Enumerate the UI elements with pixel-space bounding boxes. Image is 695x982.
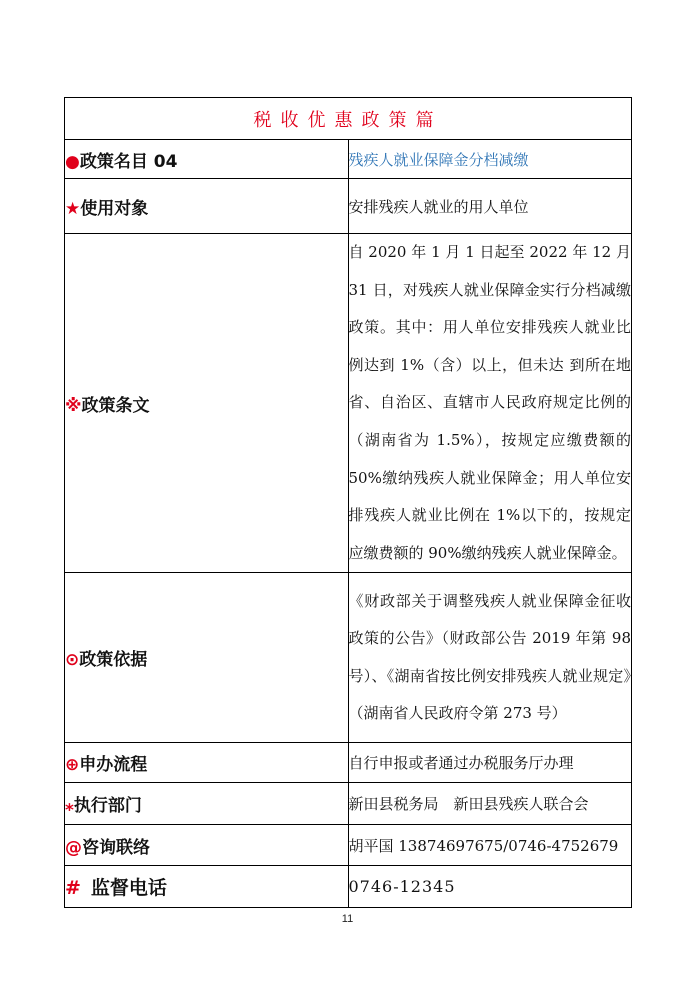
row-label: 监督电话	[90, 877, 167, 900]
row-value-cell	[348, 179, 632, 234]
hotline-value: 0746-12345	[348, 877, 456, 897]
row-label: 政策条文	[81, 395, 150, 416]
table-row	[65, 825, 632, 866]
row-label-cell	[65, 783, 349, 825]
row-label: 执行部门	[73, 796, 142, 817]
row-value-cell	[348, 234, 632, 573]
asterisk-icon: ⁎	[65, 796, 74, 817]
table-row	[65, 179, 632, 234]
title-row	[65, 98, 632, 140]
row-label: 申办流程	[79, 755, 148, 776]
row-value-cell	[348, 825, 632, 866]
row-value-cell	[348, 866, 632, 908]
page-title: 税收优惠政策篇	[253, 109, 443, 131]
row-label: 使用对象	[80, 198, 149, 219]
row-label-cell	[65, 866, 349, 908]
policy-text: 自 2020 年 1 月 1 日起至 2022 年 12 月 31 日，对残疾人就业保障金实行分档减缴政策。其中：用人单位安排残疾人就业比例达到 1%（含）以上，但未达 到所在地省、自治区、直辖市人民政府规定比例的（湖南省为 1.5%），按规定应缴费额的 50%缴纳残疾人就业保障金；用人单位安排残疾人就业比例在 1%以下的，按规定应缴费额的 90%缴纳残疾人就业保障金。	[348, 243, 631, 562]
hash-icon: #	[65, 877, 81, 900]
process-value: 自行申报或者通过办税服务厅办理	[348, 754, 574, 773]
contact-value: 胡平国 13874697675/0746-4752679	[348, 836, 619, 855]
row-label-cell	[65, 179, 349, 234]
table-row	[65, 234, 632, 573]
table-row	[65, 573, 632, 743]
row-value-cell	[348, 743, 632, 783]
row-value-cell	[348, 573, 632, 743]
circle-bullet-icon: ●	[65, 151, 80, 172]
at-sign-icon: @	[65, 837, 82, 858]
row-label: 政策依据	[79, 650, 148, 671]
target-value: 安排残疾人就业的用人单位	[348, 197, 529, 216]
reference-mark-icon: ※	[65, 395, 82, 416]
policy-basis-text: 《财政部关于调整残疾人就业保障金征收政策的公告》（财政部公告 2019 年第 98 号）、《湖南省按比例安排残疾人就业规定》（湖南省人民政府令第 273 号）	[348, 591, 631, 723]
row-label: 政策名目 04	[79, 151, 178, 172]
policy-table	[64, 97, 632, 908]
table-row	[65, 783, 632, 825]
circled-dot-icon: ⊙	[65, 650, 80, 671]
table-row	[65, 140, 632, 179]
row-label-cell	[65, 573, 349, 743]
row-value-cell	[348, 783, 632, 825]
table-row	[65, 866, 632, 908]
row-label-cell	[65, 140, 349, 179]
row-label: 咨询联络	[82, 837, 150, 858]
title-cell	[65, 98, 632, 140]
table-row	[65, 743, 632, 783]
page-number: 11	[341, 913, 354, 925]
row-label-cell	[65, 234, 349, 573]
department-value: 新田县税务局 新田县残疾人联合会	[348, 795, 589, 814]
row-value-cell	[348, 140, 632, 179]
row-label-cell	[65, 743, 349, 783]
circled-plus-icon: ⊕	[65, 755, 80, 776]
row-label-cell	[65, 825, 349, 866]
policy-name-value: 残疾人就业保障金分档减缴	[348, 150, 529, 169]
star-icon: ★	[65, 198, 81, 219]
